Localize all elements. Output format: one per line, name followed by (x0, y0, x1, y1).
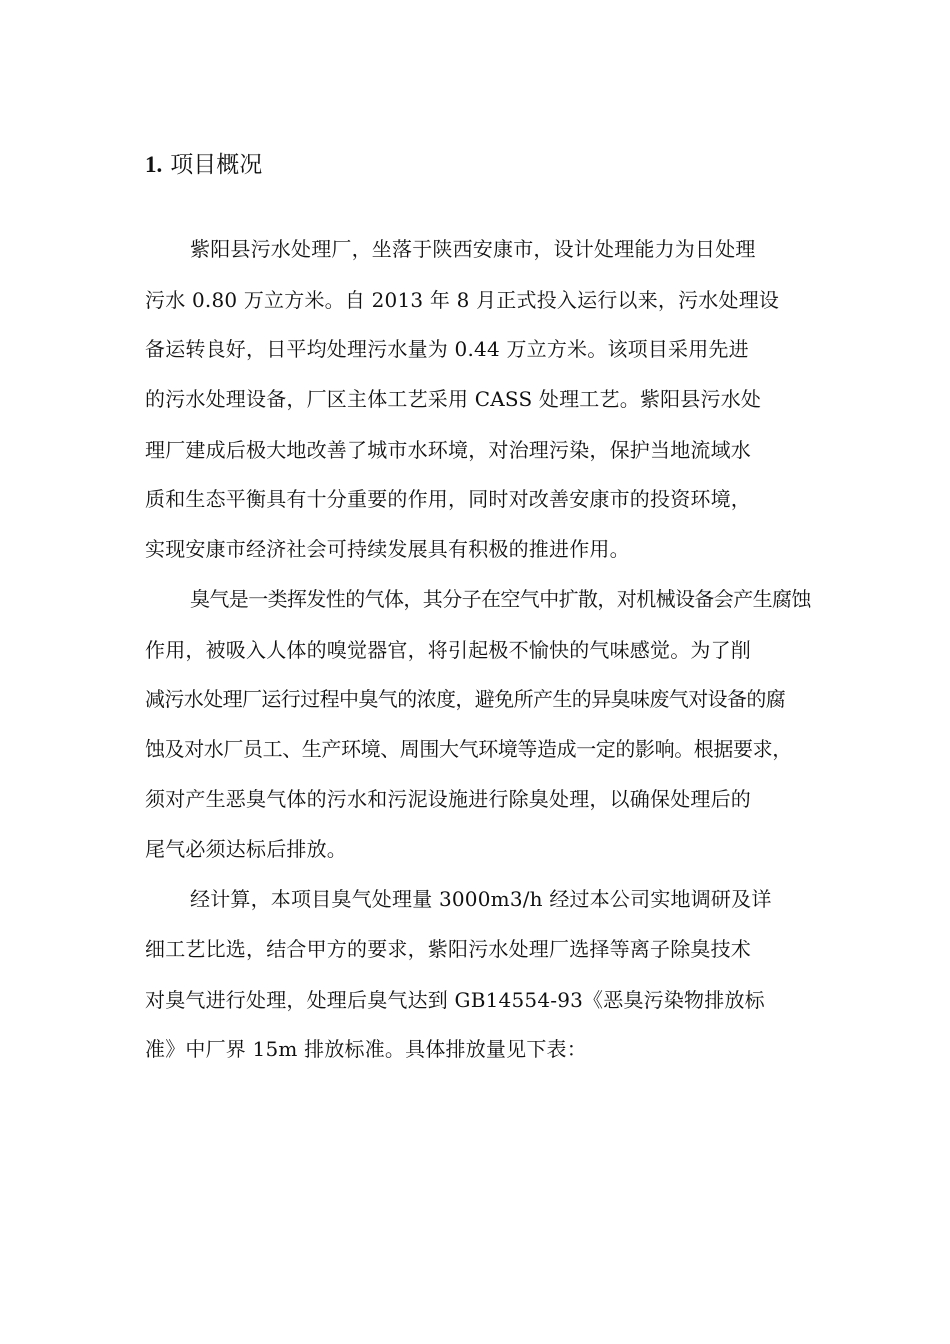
paragraph-2-line-3: 减污水处理厂运行过程中臭气的浓度，避免所产生的异臭味废气对设备的腐 (145, 687, 786, 711)
paragraph-2-line-1: 臭气是一类挥发性的气体，其分子在空气中扩散，对机械设备会产生腐蚀 (190, 587, 811, 611)
paragraph-1-line-3: 备运转良好，日平均处理污水量为 0.44 万立方米。该项目采用先进 (145, 337, 749, 361)
section-title: 项目概况 (170, 152, 263, 178)
paragraph-1-line-7: 实现安康市经济社会可持续发展具有积极的推进作用。 (145, 537, 630, 561)
paragraph-1-line-5: 理厂建成后极大地改善了城市水环境，对治理污染，保护当地流域水 (145, 438, 751, 462)
paragraph-1-line-1: 紫阳县污水处理厂，坐落于陕西安康市，设计处理能力为日处理 (190, 237, 756, 261)
paragraph-3-line-2: 细工艺比选，结合甲方的要求，紫阳污水处理厂选择等离子除臭技术 (145, 937, 751, 961)
paragraph-1-line-6: 质和生态平衡具有十分重要的作用，同时对改善安康市的投资环境， (145, 487, 751, 511)
paragraph-1-line-2: 污水 0.80 万立方米。自 2013 年 8 月正式投入运行以来，污水处理设 (145, 288, 780, 312)
paragraph-1-line-4: 的污水处理设备，厂区主体工艺采用 CASS 处理工艺。紫阳县污水处 (145, 387, 762, 411)
paragraph-3-line-3: 对臭气进行处理，处理后臭气达到 GB14554-93《恶臭污染物排放标 (145, 988, 765, 1012)
paragraph-2-line-4: 蚀及对水厂员工、生产环境、周围大气环境等造成一定的影响。根据要求， (145, 737, 792, 761)
paragraph-3-line-4: 准》中厂界 15m 排放标准。具体排放量见下表： (145, 1037, 587, 1061)
section-number: 1. (145, 152, 163, 177)
paragraph-2-line-5: 须对产生恶臭气体的污水和污泥设施进行除臭处理，以确保处理后的 (145, 787, 751, 811)
paragraph-2-line-6: 尾气必须达标后排放。 (145, 837, 347, 861)
paragraph-3-line-1: 经计算，本项目臭气处理量 3000m3/h 经过本公司实地调研及详 (190, 887, 772, 911)
paragraph-2-line-2: 作用，被吸入人体的嗅觉器官，将引起极不愉快的气味感觉。为了削 (145, 638, 751, 662)
section-heading (145, 148, 262, 182)
